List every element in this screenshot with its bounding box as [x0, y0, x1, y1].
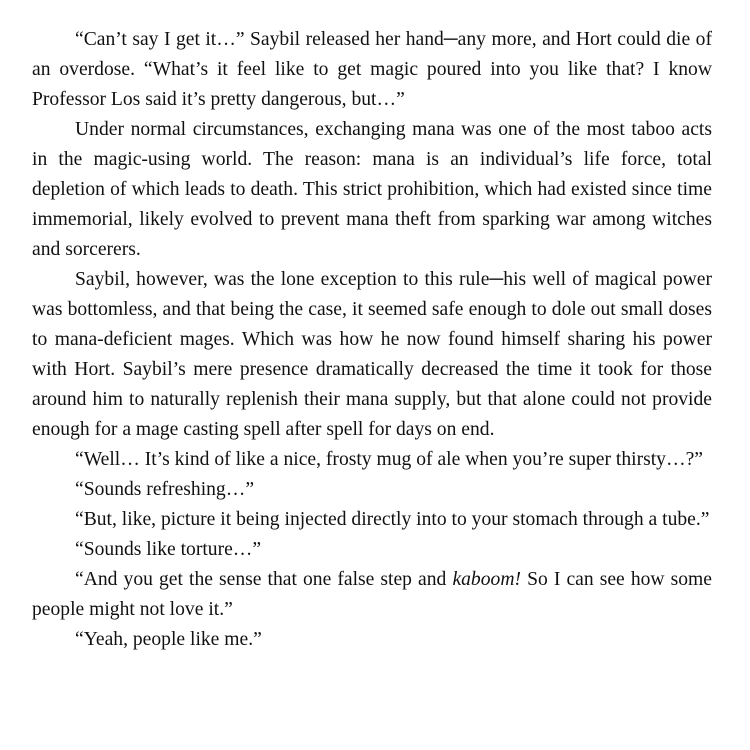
- paragraph-7: [32, 535, 712, 565]
- paragraph-8-text-end: So I can see how some people might not love it.”: [32, 569, 712, 620]
- paragraph-2-text: Under normal circumstances, exchanging mana was one of the most taboo acts in the magic-using world. The reason: mana is an individual’s life force, total depletion of which leads to death. This strict prohibition, which had existed since time immemorial, likely evolved to prevent mana theft from sparking war among witches and sorcerers.: [32, 119, 712, 260]
- paragraph-6-text: “But, like, picture it being injected directly into to your stomach through a tube.”: [75, 509, 710, 530]
- paragraph-5: [32, 475, 712, 505]
- paragraph-3-text: Saybil, however, was the lone exception to this rule─his well of magical power was bottomless, and that being the case, it seemed safe enough to dole out small doses to mana-deficient mages. Which was how he now found himself sharing his power with Hort. Saybil’s mere presence dramatically decreased the time it took for those around him to naturally replenish their mana supply, but that alone could not provide enough for a mage casting spell after spell for days on end.: [32, 269, 712, 440]
- paragraph-4: [32, 445, 712, 475]
- document-page: [32, 25, 712, 655]
- paragraph-9-text: “Yeah, people like me.”: [75, 629, 262, 650]
- paragraph-7-text: “Sounds like torture…”: [75, 539, 262, 560]
- paragraph-8-emphasis: kaboom!: [452, 569, 521, 590]
- paragraph-1-text: “Can’t say I get it…” Saybil released her hand─any more, and Hort could die of an overdose. “What’s it feel like to get magic poured into you like that? I know Professor Los said it’s pretty dangerous, but…”: [32, 29, 712, 110]
- paragraph-4-text: “Well… It’s kind of like a nice, frosty mug of ale when you’re super thirsty…?”: [75, 449, 703, 470]
- paragraph-6: [32, 505, 712, 535]
- paragraph-2: [32, 115, 712, 265]
- paragraph-9: [32, 625, 712, 655]
- paragraph-8: [32, 565, 712, 625]
- paragraph-5-text: “Sounds refreshing…”: [75, 479, 255, 500]
- paragraph-1: [32, 25, 712, 115]
- paragraph-8-text-start: “And you get the sense that one false step and: [75, 569, 453, 590]
- paragraph-3: [32, 265, 712, 445]
